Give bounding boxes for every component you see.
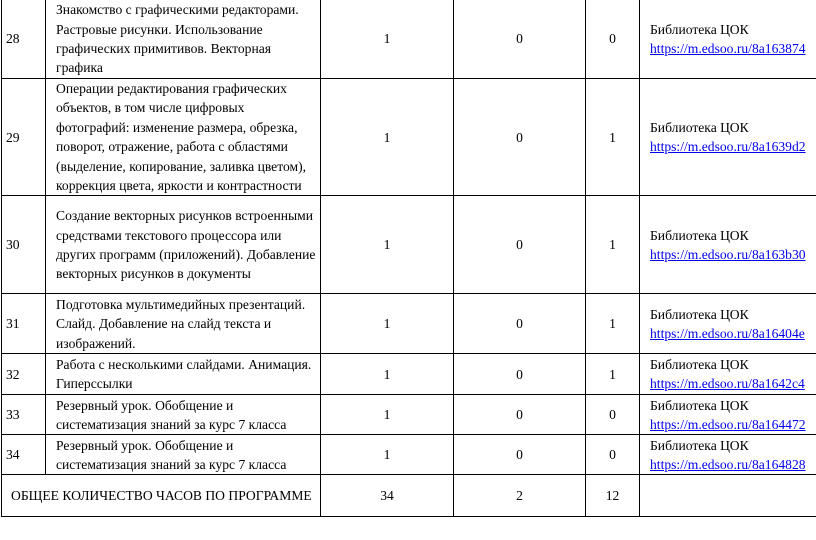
table-body	[2, 0, 816, 517]
lesson-number: 34	[2, 435, 46, 475]
hours-control: 0	[454, 395, 586, 435]
lesson-plan-table	[1, 0, 816, 517]
table-row	[2, 354, 816, 395]
hours-practice: 1	[586, 196, 640, 294]
lesson-topic: Операции редактирования графических объектов, в том числе цифровых фотографий: изменение размера, обрезка, поворот, отражение, работа с областями (выделение, копирование, заливка цветом), коррекция цвета, яркости и контрастности	[46, 79, 321, 196]
resource-label: Библиотека ЦОК	[650, 397, 749, 413]
table-row	[2, 294, 816, 354]
summary-label: ОБЩЕЕ КОЛИЧЕСТВО ЧАСОВ ПО ПРОГРАММЕ	[2, 475, 321, 517]
lesson-topic: Знакомство с графическими редакторами. Растровые рисунки. Использование графических примитивов. Векторная графика	[46, 0, 321, 79]
hours-total: 1	[321, 79, 454, 196]
lesson-number: 33	[2, 395, 46, 435]
hours-control: 0	[454, 294, 586, 354]
hours-practice: 1	[586, 79, 640, 196]
hours-control: 0	[454, 435, 586, 475]
resource-cell	[640, 0, 816, 79]
lesson-number: 28	[2, 0, 46, 79]
hours-control: 0	[454, 354, 586, 395]
resource-cell	[640, 79, 816, 196]
table-row	[2, 395, 816, 435]
resource-cell	[640, 395, 816, 435]
lesson-number: 30	[2, 196, 46, 294]
hours-practice: 0	[586, 395, 640, 435]
table-row	[2, 435, 816, 475]
resource-link[interactable]: https://m.edsoo.ru/8a164828	[650, 456, 806, 472]
lesson-topic: Резервный урок. Обобщение и систематизация знаний за курс 7 класса	[46, 395, 321, 435]
resource-label: Библиотека ЦОК	[650, 119, 749, 135]
resource-cell	[640, 354, 816, 395]
hours-total: 1	[321, 294, 454, 354]
resource-label: Библиотека ЦОК	[650, 357, 749, 373]
hours-control: 0	[454, 196, 586, 294]
hours-total: 1	[321, 0, 454, 79]
summary-empty-cell	[640, 475, 816, 517]
hours-control: 0	[454, 79, 586, 196]
resource-link[interactable]: https://m.edsoo.ru/8a164472	[650, 416, 806, 432]
resource-label: Библиотека ЦОК	[650, 21, 749, 37]
hours-total: 1	[321, 395, 454, 435]
summary-total: 34	[321, 475, 454, 517]
resource-label: Библиотека ЦОК	[650, 437, 749, 453]
lesson-topic: Резервный урок. Обобщение и систематизация знаний за курс 7 класса	[46, 435, 321, 475]
hours-control: 0	[454, 0, 586, 79]
resource-cell	[640, 435, 816, 475]
resource-cell	[640, 196, 816, 294]
resource-link[interactable]: https://m.edsoo.ru/8a1642c4	[650, 376, 805, 392]
summary-row	[2, 475, 816, 517]
lesson-number: 29	[2, 79, 46, 196]
hours-total: 1	[321, 435, 454, 475]
hours-total: 1	[321, 354, 454, 395]
resource-link[interactable]: https://m.edsoo.ru/8a163874	[650, 41, 806, 56]
hours-practice: 1	[586, 354, 640, 395]
lesson-topic: Подготовка мультимедийных презентаций. Слайд. Добавление на слайд текста и изображений.	[46, 294, 321, 354]
lesson-number: 32	[2, 354, 46, 395]
summary-control: 2	[454, 475, 586, 517]
table-row	[2, 0, 816, 79]
lesson-topic: Работа с несколькими слайдами. Анимация. Гиперссылки	[46, 354, 321, 395]
resource-label: Библиотека ЦОК	[650, 227, 749, 243]
summary-practice: 12	[586, 475, 640, 517]
resource-link[interactable]: https://m.edsoo.ru/8a1639d2	[650, 139, 806, 155]
table-row	[2, 196, 816, 294]
hours-practice: 1	[586, 294, 640, 354]
hours-practice: 0	[586, 435, 640, 475]
resource-link[interactable]: https://m.edsoo.ru/8a16404e	[650, 325, 805, 341]
hours-practice: 0	[586, 0, 640, 79]
table-row	[2, 79, 816, 196]
resource-cell	[640, 294, 816, 354]
lesson-topic: Создание векторных рисунков встроенными средствами текстового процессора или других программ (приложений). Добавление векторных рисунков в документы	[46, 196, 321, 294]
hours-total: 1	[321, 196, 454, 294]
resource-link[interactable]: https://m.edsoo.ru/8a163b30	[650, 246, 806, 262]
resource-label: Библиотека ЦОК	[650, 306, 749, 322]
lesson-number: 31	[2, 294, 46, 354]
